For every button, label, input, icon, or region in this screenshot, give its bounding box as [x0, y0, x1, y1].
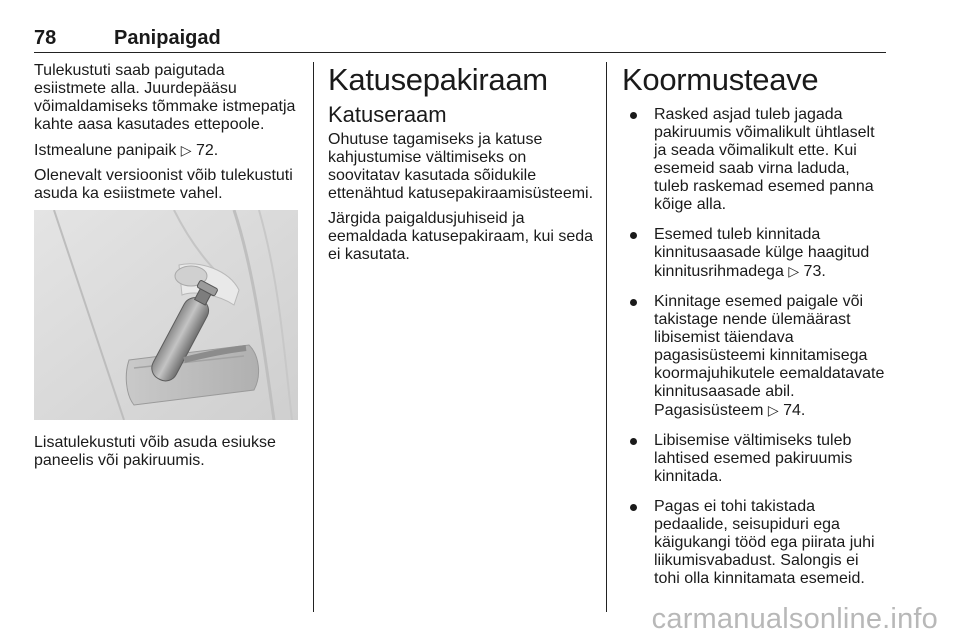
paragraph-extinguisher-between-seats: Olenevalt versioonist võib tulekustuti asuda ka esiistmete vahel.	[34, 167, 293, 202]
list-item-text: Esemed tuleb kinnitada kinnitusaasade külge haagitud kinnitusrihmadega	[654, 226, 870, 280]
section-heading-load-info: Koormusteave	[622, 62, 819, 97]
page-reference-link[interactable]: 73.	[803, 263, 826, 280]
column-middle	[328, 62, 594, 271]
subsection-heading-roof-frame: Katuseraam	[328, 102, 447, 127]
reference-arrow-icon: ▷	[788, 263, 800, 279]
list-item	[622, 106, 888, 214]
page-title: Panipaigad	[114, 27, 221, 49]
page-header	[34, 26, 886, 53]
reference-arrow-icon: ▷	[767, 402, 779, 418]
caption-additional-extinguisher: Lisatulekustuti võib asuda esiukse paneelis või pakiruumis.	[34, 434, 276, 469]
page-reference-link[interactable]: 74.	[783, 402, 806, 419]
paragraph-extinguisher-under-seat: Tulekustuti saab paigutada esiistmete alla. Juurdepääsu võimaldamiseks tõmmake istmepatja kahte aasa kasutades ettepoole.	[34, 62, 296, 133]
list-item-text: Pagas ei tohi takistada pedaalide, seisupiduri ega käigukangi tööd ega piirata juhi liikumisvabadust. Salongis ei tohi olla kinnitamata esemeid.	[654, 498, 875, 587]
bullet-icon	[630, 299, 637, 306]
paragraph-roof-rack-install: Järgida paigaldusjuhiseid ja eemaldada katusepakiraam, kui seda ei kasutata.	[328, 210, 594, 263]
column-left	[34, 62, 300, 477]
column-right	[622, 62, 888, 600]
fire-extinguisher-door-illustration	[34, 210, 298, 420]
load-info-list	[622, 106, 888, 588]
list-item-text: Libisemise vältimiseks tuleb lahtised esemed pakiruumis kinnitada.	[654, 432, 853, 485]
page-reference-link[interactable]: 72.	[196, 142, 219, 159]
section-heading-roof-rack: Katusepakiraam	[328, 62, 548, 97]
paragraph-roof-rack-safety: Ohutuse tagamiseks ja katuse kahjustumise vältimiseks on soovitatav kasutada sõidukile ettenähtud katusepakiraamisüsteemi.	[328, 131, 594, 202]
list-item-text: Kinnitage esemed paigale või takistage nende ülemäärast libisemist täiendava pagasisüsteemi kinnitamisega koormajuhikutele eemaldatavate kinnitusaasade abil. Pagasisüsteem	[654, 293, 885, 419]
bullet-icon	[630, 112, 637, 119]
column-divider	[313, 62, 314, 612]
bullet-icon	[630, 504, 637, 511]
list-item	[622, 293, 888, 420]
page-number: 78	[34, 27, 57, 49]
list-item	[622, 226, 888, 281]
bullet-icon	[630, 232, 637, 239]
paragraph-seat-storage-ref	[34, 141, 300, 160]
column-divider	[606, 62, 607, 612]
reference-arrow-icon: ▷	[180, 142, 192, 158]
list-item-text: Rasked asjad tuleb jagada pakiruumis võimalikult ühtlaselt ja seada võimalikult ette. Kui esemeid saab virna laduda, tuleb raskemad esemed panna kõige alla.	[654, 106, 875, 213]
watermark-text: carmanualsonline.info	[651, 603, 938, 635]
bullet-icon	[630, 438, 637, 445]
list-item	[622, 432, 888, 486]
seat-storage-text: Istmealune panipaik	[34, 142, 177, 159]
list-item	[622, 498, 888, 588]
